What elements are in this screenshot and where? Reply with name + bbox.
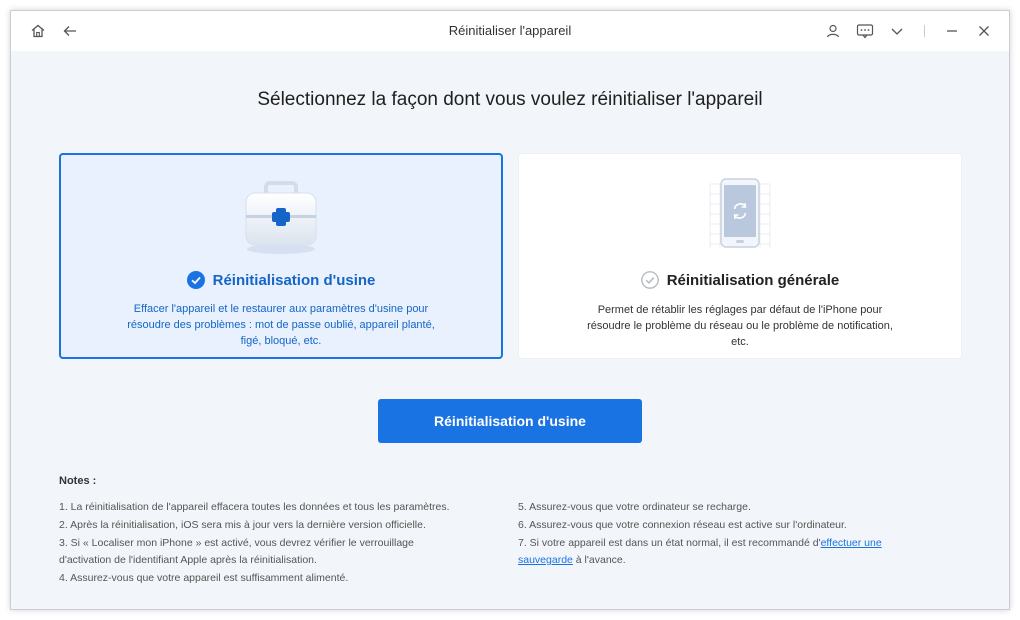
general-reset-description bbox=[559, 302, 921, 350]
notes-column-right bbox=[518, 499, 958, 570]
notes-column-left bbox=[59, 499, 499, 588]
factory-reset-description bbox=[101, 301, 461, 349]
desc-line: figé, bloqué, etc. bbox=[240, 335, 322, 347]
note-item: 6. Assurez-vous que votre connexion réseau est active sur l'ordinateur. bbox=[518, 519, 847, 531]
back-arrow-icon[interactable] bbox=[61, 22, 79, 40]
general-reset-title: Réinitialisation générale bbox=[666, 271, 840, 289]
option-general-reset[interactable] bbox=[518, 153, 962, 359]
general-reset-title-row bbox=[519, 271, 961, 289]
title-bar-divider bbox=[924, 25, 925, 37]
factory-reset-title: Réinitialisation d'usine bbox=[212, 271, 376, 289]
note-text: à l'avance. bbox=[572, 554, 626, 566]
title-bar-right bbox=[824, 11, 993, 51]
note-item: 4. Assurez-vous que votre appareil est suffisamment alimenté. bbox=[59, 572, 349, 584]
note-text: 7. Si votre appareil est dans un état normal, il est recommandé d' bbox=[518, 537, 821, 549]
home-icon[interactable] bbox=[29, 22, 47, 40]
desc-line: Permet de rétablir les réglages par défaut de l'iPhone pour bbox=[597, 304, 883, 316]
backup-link-part1[interactable]: effectuer une bbox=[820, 537, 882, 549]
note-item: 2. Après la réinitialisation, iOS sera mis à jour vers la dernière version officielle. bbox=[59, 519, 426, 531]
desc-line: résoudre des problèmes : mot de passe oublié, appareil planté, bbox=[127, 319, 435, 331]
desc-line: Effacer l'appareil et le restaurer aux paramètres d'usine pour bbox=[133, 303, 429, 315]
factory-reset-button[interactable]: Réinitialisation d'usine bbox=[378, 399, 642, 443]
general-reset-illustration bbox=[519, 176, 961, 256]
minimize-icon[interactable] bbox=[943, 22, 961, 40]
close-icon[interactable] bbox=[975, 22, 993, 40]
message-icon[interactable] bbox=[856, 22, 874, 40]
phone-reset-icon bbox=[695, 176, 785, 256]
title-bar-left bbox=[29, 11, 79, 51]
check-circle-outline-icon bbox=[641, 271, 659, 289]
note-item-backup bbox=[518, 535, 958, 569]
backup-link-part2[interactable]: sauvegarde bbox=[518, 554, 573, 566]
notes-title: Notes : bbox=[59, 475, 97, 487]
note-item: 1. La réinitialisation de l'appareil effacera toutes les données et tous les paramètres. bbox=[59, 501, 450, 513]
app-window bbox=[10, 10, 1010, 610]
note-item: d'activation de l'identifiant Apple après la réinitialisation. bbox=[59, 554, 317, 566]
note-item: 3. Si « Localiser mon iPhone » est activé, vous devrez vérifier le verrouillage bbox=[59, 537, 414, 549]
title-bar bbox=[11, 11, 1009, 51]
window-title: Réinitialiser l'appareil bbox=[448, 23, 572, 38]
note-item: 5. Assurez-vous que votre ordinateur se recharge. bbox=[518, 501, 751, 513]
user-icon[interactable] bbox=[824, 22, 842, 40]
check-circle-icon bbox=[187, 271, 205, 289]
option-factory-reset[interactable] bbox=[59, 153, 503, 359]
page-heading: Sélectionnez la façon dont vous voulez réinitialiser l'appareil bbox=[257, 89, 763, 110]
chevron-down-icon[interactable] bbox=[888, 22, 906, 40]
desc-line: etc. bbox=[731, 336, 749, 348]
factory-reset-title-row bbox=[61, 271, 501, 289]
factory-reset-illustration bbox=[61, 177, 501, 257]
desc-line: résoudre le problème du réseau ou le problème de notification, bbox=[587, 320, 893, 332]
toolbox-icon bbox=[236, 177, 326, 257]
